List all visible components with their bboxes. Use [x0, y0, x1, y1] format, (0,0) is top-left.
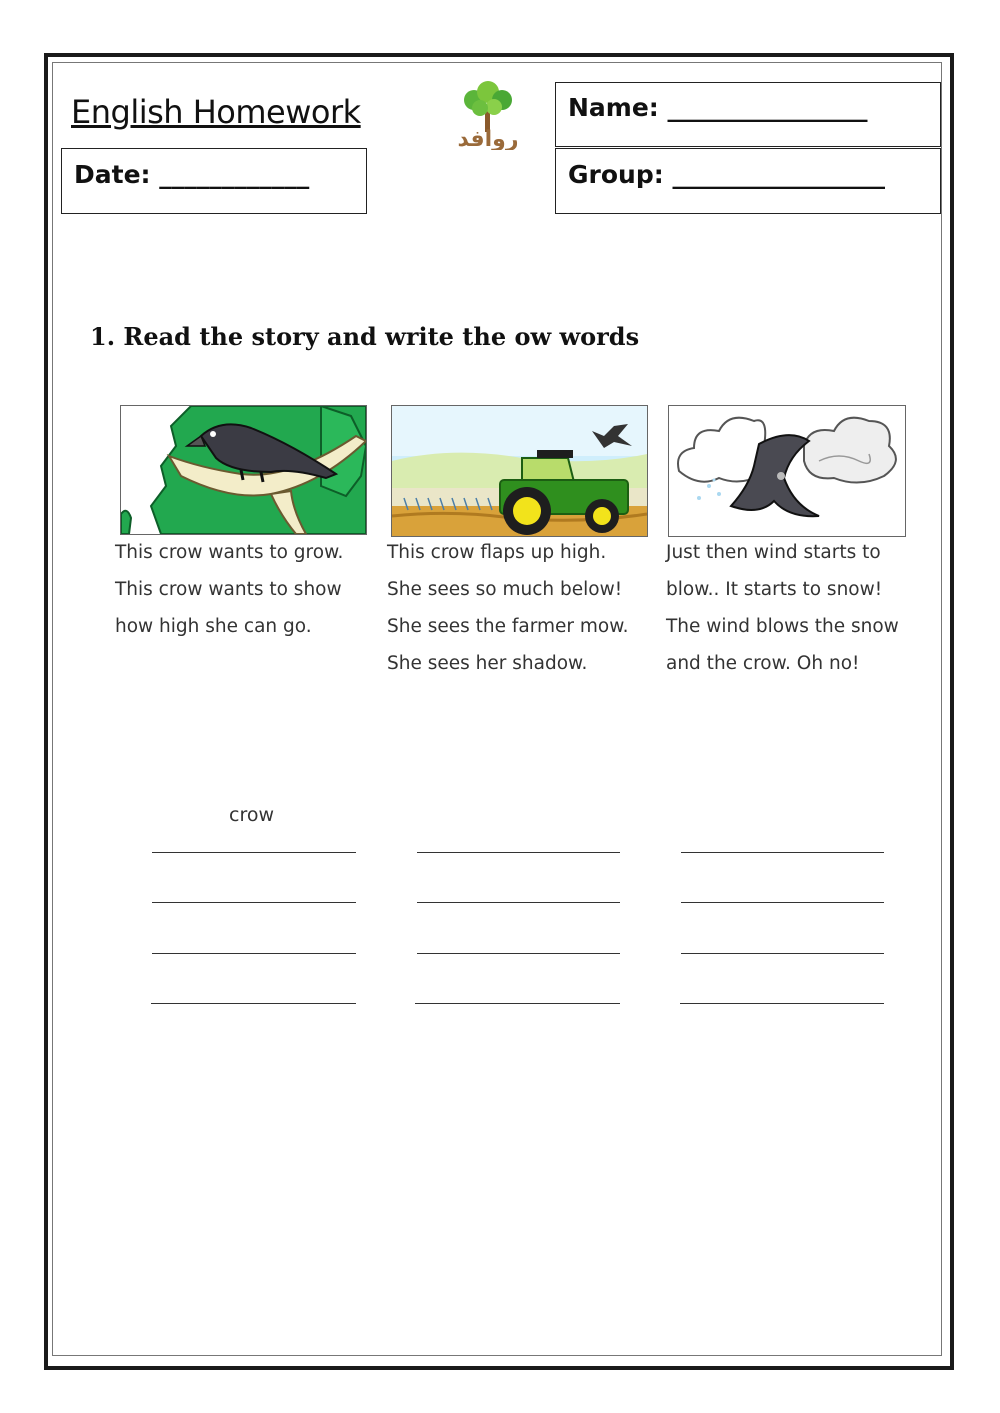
answer-line[interactable] [152, 953, 356, 954]
exercise-instruction: 1. Read the story and write the ow words [90, 322, 640, 351]
tractor-and-crow-picture [391, 405, 648, 537]
school-logo [430, 80, 540, 150]
crow-in-wind-picture [668, 405, 906, 537]
story-panel-3 [666, 539, 899, 687]
story-line: She sees her shadow. [387, 653, 588, 674]
story-line: She sees so much below! [387, 579, 623, 600]
answer-line[interactable] [680, 1003, 884, 1004]
example-answer: crow [229, 804, 275, 826]
group-blank[interactable]: _________________ [672, 160, 885, 189]
answer-line[interactable] [681, 953, 884, 954]
name-blank[interactable]: ________________ [667, 93, 868, 122]
answer-line[interactable] [415, 1003, 620, 1004]
crow-on-branch-picture [120, 405, 367, 535]
inner-page-border [52, 62, 942, 1356]
logo-text: روافد [457, 127, 519, 150]
answer-line[interactable] [417, 953, 620, 954]
story-line: She sees the farmer mow. [387, 616, 629, 637]
answer-line[interactable] [151, 1003, 356, 1004]
answer-line[interactable] [681, 902, 884, 903]
answer-line[interactable] [152, 852, 356, 853]
story-line: This crow flaps up high. [387, 542, 607, 563]
answer-line[interactable] [417, 902, 620, 903]
story-line: This crow wants to show [115, 579, 342, 600]
story-line: This crow wants to grow. [115, 542, 344, 563]
group-label: Group: _________________ [568, 160, 885, 189]
tree-logo-icon [430, 80, 540, 150]
story-panel-2 [387, 539, 629, 687]
answer-line[interactable] [417, 852, 620, 853]
answer-line[interactable] [681, 852, 884, 853]
answer-line[interactable] [152, 902, 356, 903]
story-line: The wind blows the snow [666, 616, 899, 637]
date-label: Date: ____________ [74, 160, 310, 189]
story-line: Just then wind starts to [666, 542, 881, 563]
page-title: English Homework [71, 93, 361, 131]
story-line: blow.. It starts to snow! [666, 579, 883, 600]
story-line: how high she can go. [115, 616, 312, 637]
date-blank[interactable]: ____________ [159, 160, 310, 189]
story-line: and the crow. Oh no! [666, 653, 860, 674]
name-label: Name: ________________ [568, 93, 868, 122]
story-panel-1 [115, 539, 343, 650]
